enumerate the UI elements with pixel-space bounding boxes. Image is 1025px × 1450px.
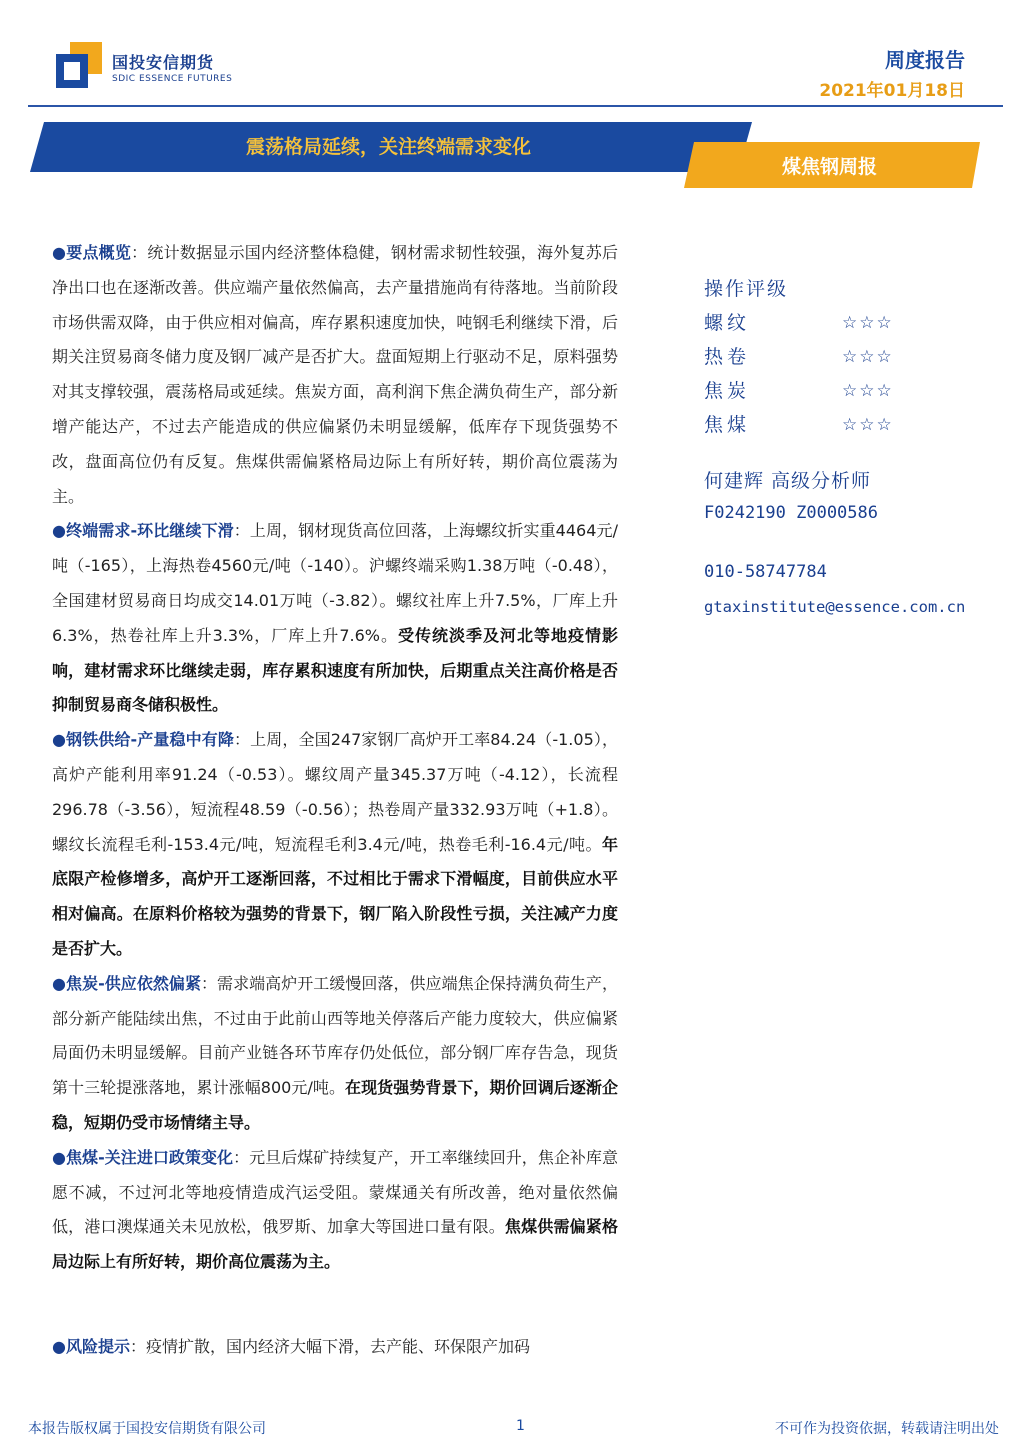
contact-phone: 010-58747784 xyxy=(704,562,827,582)
rating-row xyxy=(704,374,894,408)
section-overview xyxy=(52,236,618,514)
company-name: 国投安信期货 xyxy=(112,53,215,72)
footer-disclaimer: 不可作为投资依据，转载请注明出处 xyxy=(775,1421,999,1437)
bullet-icon: ● xyxy=(52,1147,66,1167)
section-supply xyxy=(52,723,618,967)
section-heading: 要点概览 xyxy=(66,243,132,262)
star-rating-icon: ☆☆☆ xyxy=(842,347,894,367)
company-logo xyxy=(56,42,102,88)
star-rating-icon: ☆☆☆ xyxy=(842,415,894,435)
risk-note xyxy=(52,1330,530,1365)
analyst-license: F0242190 Z0000586 xyxy=(704,503,878,523)
rating-row xyxy=(704,340,894,374)
risk-heading: 风险提示 xyxy=(65,1337,130,1356)
report-type: 周度报告 xyxy=(885,48,965,72)
section-text: ：元旦后煤矿持续复产，开工率继续回升，焦企补库意愿不减，不过河北等地疫情造成汽运受阻。蒙煤通关有所改善，绝对量依然偏低，港口澳煤通关未见放松，俄罗斯、加拿大等国进口量有限。 xyxy=(52,1147,618,1237)
section-emphasis: 受传统淡季及河北等地疫情影响，建材需求环比继续走弱，库存累积速度有所加快，后期重点关注高价格是否抑制贸易商冬储积极性。 xyxy=(52,625,618,715)
rating-name: 热卷 xyxy=(704,346,751,368)
footer-copyright: 本报告版权属于国投安信期货有限公司 xyxy=(28,1421,266,1437)
star-rating-icon: ☆☆☆ xyxy=(842,381,894,401)
rating-name: 螺纹 xyxy=(704,312,751,334)
section-heading: 焦炭-供应依然偏紧 xyxy=(66,973,201,993)
analyst-name: 何建辉 高级分析师 xyxy=(704,470,872,492)
report-title: 震荡格局延续，关注终端需求变化 xyxy=(246,136,532,158)
category-tag: 煤焦钢周报 xyxy=(782,156,878,178)
bullet-icon: ● xyxy=(52,973,66,993)
risk-text: ：疫情扩散，国内经济大幅下滑，去产能、环保限产加码 xyxy=(129,1337,530,1356)
contact-email[interactable]: gtaxinstitute@essence.com.cn xyxy=(704,598,966,616)
section-emphasis: 年底限产检修增多，高炉开工逐渐回落，不过相比于需求下滑幅度，目前供应水平相对偏高。在原料价格较为强势的背景下，钢厂陷入阶段性亏损，关注减产力度是否扩大。 xyxy=(52,834,618,958)
rating-row xyxy=(704,408,894,442)
section-text: ：统计数据显示国内经济整体稳健，钢材需求韧性较强，海外复苏后净出口也在逐渐改善。供应端产量依然偏高，去产量措施尚有待落地。当前阶段市场供需双降，由于供应相对偏高，库存累积速度加快，吨钢毛利继续下滑，后期关注贸易商冬储力度及钢厂减产是否扩大。盘面短期上行驱动不足，原料强势对其支撑较强，震荡格局或延续。焦炭方面，高利润下焦企满负荷生产，部分新增产能达产，不过去产能造成的供应偏紧仍未明显缓解，低库存下现货强势不改，盘面高位仍有反复。焦煤供需偏紧格局边际上有所好转，期价高位震荡为主。 xyxy=(52,243,618,506)
header-divider xyxy=(28,105,1003,107)
section-coking-coal xyxy=(52,1141,618,1280)
bullet-icon: ● xyxy=(52,243,67,262)
section-coke xyxy=(52,967,618,1141)
rating-panel xyxy=(704,272,894,442)
section-emphasis: 在现货强势背景下，期价回调后逐渐企稳，短期仍受市场情绪主导。 xyxy=(52,1078,618,1132)
bullet-icon: ● xyxy=(52,730,67,750)
section-heading: 终端需求-环比继续下滑 xyxy=(66,521,234,541)
section-text: ：上周，钢材现货高位回落，上海螺纹折实重4464元/吨（-165），上海热卷4560元/吨（-140）。沪螺终端采购1.38万吨（-0.48），全国建材贸易商日均成交14.01万吨（-3.82）。螺纹社库上升7.5%，厂库上升6.3%，热卷社库上升3.3%，厂库上升7.6%。 xyxy=(52,521,618,645)
report-date: 2021年01月18日 xyxy=(819,81,965,101)
company-name-en: SDIC ESSENCE FUTURES xyxy=(112,74,233,84)
section-text: ：上周，全国247家钢厂高炉开工率84.24（-1.05），高炉产能利用率91.24（-0.53）。螺纹周产量345.37万吨（-4.12），长流程296.78（-3.56），短流程48.59（-0.56）；热卷周产量332.93万吨（+1.8）。螺纹长流程毛利-153.4元/吨，短流程毛利3.4元/吨，热卷毛利-16.4元/吨。 xyxy=(52,730,618,854)
page-number: 1 xyxy=(516,1418,525,1434)
section-demand xyxy=(52,514,618,723)
star-rating-icon: ☆☆☆ xyxy=(842,313,894,333)
bullet-icon: ● xyxy=(52,521,67,541)
rating-name: 焦炭 xyxy=(704,380,751,402)
bullet-icon: ● xyxy=(52,1337,66,1356)
section-heading: 钢铁供给-产量稳中有降 xyxy=(66,730,235,750)
section-emphasis: 焦煤供需偏紧格局边际上有所好转，期价高位震荡为主。 xyxy=(52,1217,618,1272)
section-heading: 焦煤-关注进口政策变化 xyxy=(66,1147,234,1167)
rating-title: 操作评级 xyxy=(704,278,789,300)
report-body xyxy=(52,236,618,1280)
rating-row xyxy=(704,306,894,340)
rating-name: 焦煤 xyxy=(704,414,751,436)
section-text: ：需求端高炉开工缓慢回落，供应端焦企保持满负荷生产，部分新产能陆续出焦，不过由于此前山西等地关停落后产能力度较大，供应偏紧局面仍未明显缓解。目前产业链各环节库存仍处低位，部分钢厂库存告急，现货第十三轮提涨落地，累计涨幅800元/吨。 xyxy=(52,973,618,1098)
